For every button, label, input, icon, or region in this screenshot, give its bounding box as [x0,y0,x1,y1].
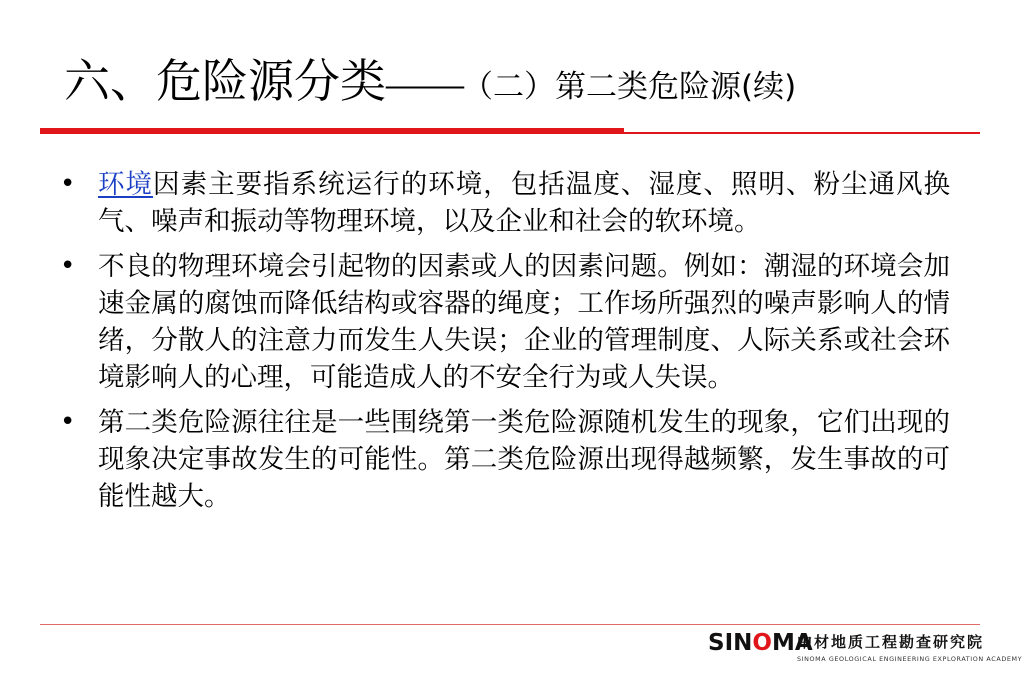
environment-link[interactable]: 环境 [98,169,154,200]
bullet-text: 第二类危险源往往是一些围绕第一类危险源随机发生的现象，它们出现的现象决定事故发生的可能性。第二类危险源出现得越频繁，发生事故的可能性越大。 [98,407,950,512]
slide-title [64,54,797,108]
logo-wordmark-prefix: SIN [708,630,753,656]
bullet-item-physical-environment [60,248,950,396]
logo-wordmark-accent: O [752,630,772,656]
bullet-marker: • [60,251,76,281]
footer-divider [40,624,980,625]
logo-wordmark-suffix: MA [771,630,813,656]
title-dash: —— [386,61,462,106]
title-subtitle: （二）第二类危险源(续) [462,69,797,105]
bullet-list [60,166,950,523]
logo-chinese-name: 中材地质工程勘查研究院 [797,633,985,651]
bullet-item-second-class-hazard [60,404,950,515]
title-main: 六、危险源分类 [64,54,386,108]
title-underline-thick [40,128,624,134]
bullet-text: 因素主要指系统运行的环境，包括温度、湿度、照明、粉尘通风换气、噪声和振动等物理环境，以及企业和社会的软环境。 [98,169,951,237]
bullet-marker: • [60,407,76,437]
bullet-marker: • [60,169,76,199]
bullet-item-environment [60,166,950,240]
bullet-text: 不良的物理环境会引起物的因素或人的因素问题。例如：潮湿的环境会加速金属的腐蚀而降低结构或容器的绳度；工作场所强烈的噪声影响人的情绪，分散人的注意力而发生人失误；企业的管理制度、人际关系或社会环境影响人的心理，可能造成人的不安全行为或人失误。 [98,251,950,393]
sinoma-logo [708,630,1023,672]
logo-english-name: SINOMA GEOLOGICAL ENGINEERING EXPLORATION ACADEMY [797,655,1023,663]
